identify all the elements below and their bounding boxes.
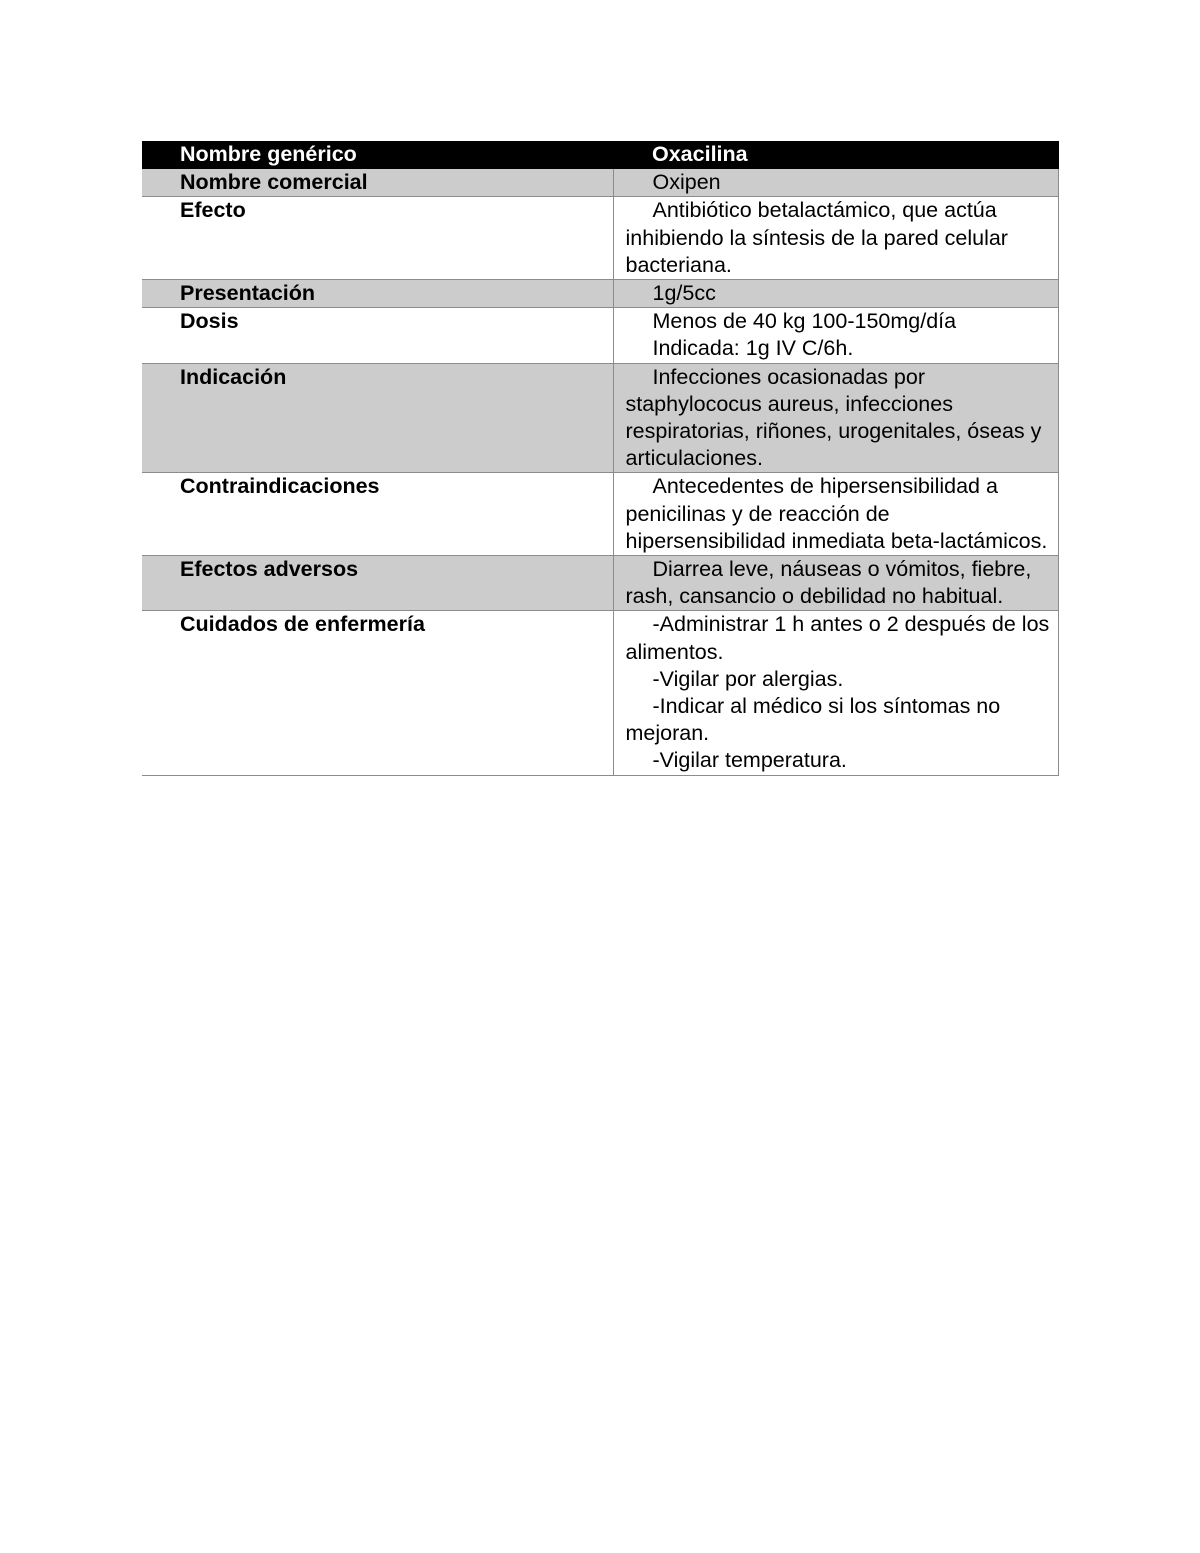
table-row — [142, 363, 1059, 473]
table-row — [142, 473, 1059, 556]
row-paragraph: 1g/5cc — [652, 281, 716, 306]
row-value-contraindicaciones — [613, 473, 1059, 556]
table-row — [142, 169, 1059, 197]
row-value-presentacion — [613, 280, 1059, 308]
table-row — [142, 556, 1059, 611]
row-label-dosis: Dosis — [142, 308, 613, 363]
drug-info-table — [142, 141, 1059, 776]
generic-name-text: Oxacilina — [652, 142, 748, 166]
row-label-cuidados: Cuidados de enfermería — [142, 611, 613, 775]
generic-name-label: Nombre genérico — [142, 141, 613, 169]
row-value-dosis — [613, 308, 1059, 363]
row-paragraph: -Administrar 1 h antes o 2 después de los alimentos. — [625, 612, 1050, 664]
table-row — [142, 280, 1059, 308]
row-paragraph: -Indicar al médico si los síntomas no mejoran. — [625, 694, 1001, 746]
drug-info-table-body — [142, 141, 1059, 775]
row-label-efecto: Efecto — [142, 197, 613, 280]
generic-name-value — [613, 141, 1059, 169]
table-row — [142, 611, 1059, 775]
row-paragraph: Menos de 40 kg 100-150mg/día — [652, 309, 957, 334]
row-paragraph: Indicada: 1g IV C/6h. — [652, 336, 854, 361]
row-label-indicacion: Indicación — [142, 363, 613, 473]
row-label-nombre-comercial: Nombre comercial — [142, 169, 613, 197]
row-label-efectos-adversos: Efectos adversos — [142, 556, 613, 611]
row-value-efecto — [613, 197, 1059, 280]
row-value-indicacion — [613, 363, 1059, 473]
row-label-presentacion: Presentación — [142, 280, 613, 308]
row-paragraph: Oxipen — [652, 170, 721, 195]
row-label-contraindicaciones: Contraindicaciones — [142, 473, 613, 556]
row-value-efectos-adversos — [613, 556, 1059, 611]
row-paragraph: Infecciones ocasionadas por staphylococus aureus, infecciones respiratorias, riñones, urogenitales, óseas y articulaciones. — [625, 364, 1042, 471]
row-paragraph: Antibiótico betalactámico, que actúa inhibiendo la síntesis de la pared celular bacteriana. — [625, 198, 1008, 277]
table-row — [142, 308, 1059, 363]
row-paragraph: Antecedentes de hipersensibilidad a penicilinas y de reacción de hipersensibilidad inmediata beta-lactámicos. — [625, 474, 1048, 553]
table-row — [142, 197, 1059, 280]
table-header-row — [142, 141, 1059, 169]
row-paragraph: Diarrea leve, náuseas o vómitos, fiebre, rash, cansancio o debilidad no habitual. — [625, 557, 1032, 609]
row-value-cuidados — [613, 611, 1059, 775]
row-paragraph: -Vigilar por alergias. — [652, 666, 844, 691]
row-paragraph: -Vigilar temperatura. — [652, 748, 847, 773]
row-value-nombre-comercial — [613, 169, 1059, 197]
